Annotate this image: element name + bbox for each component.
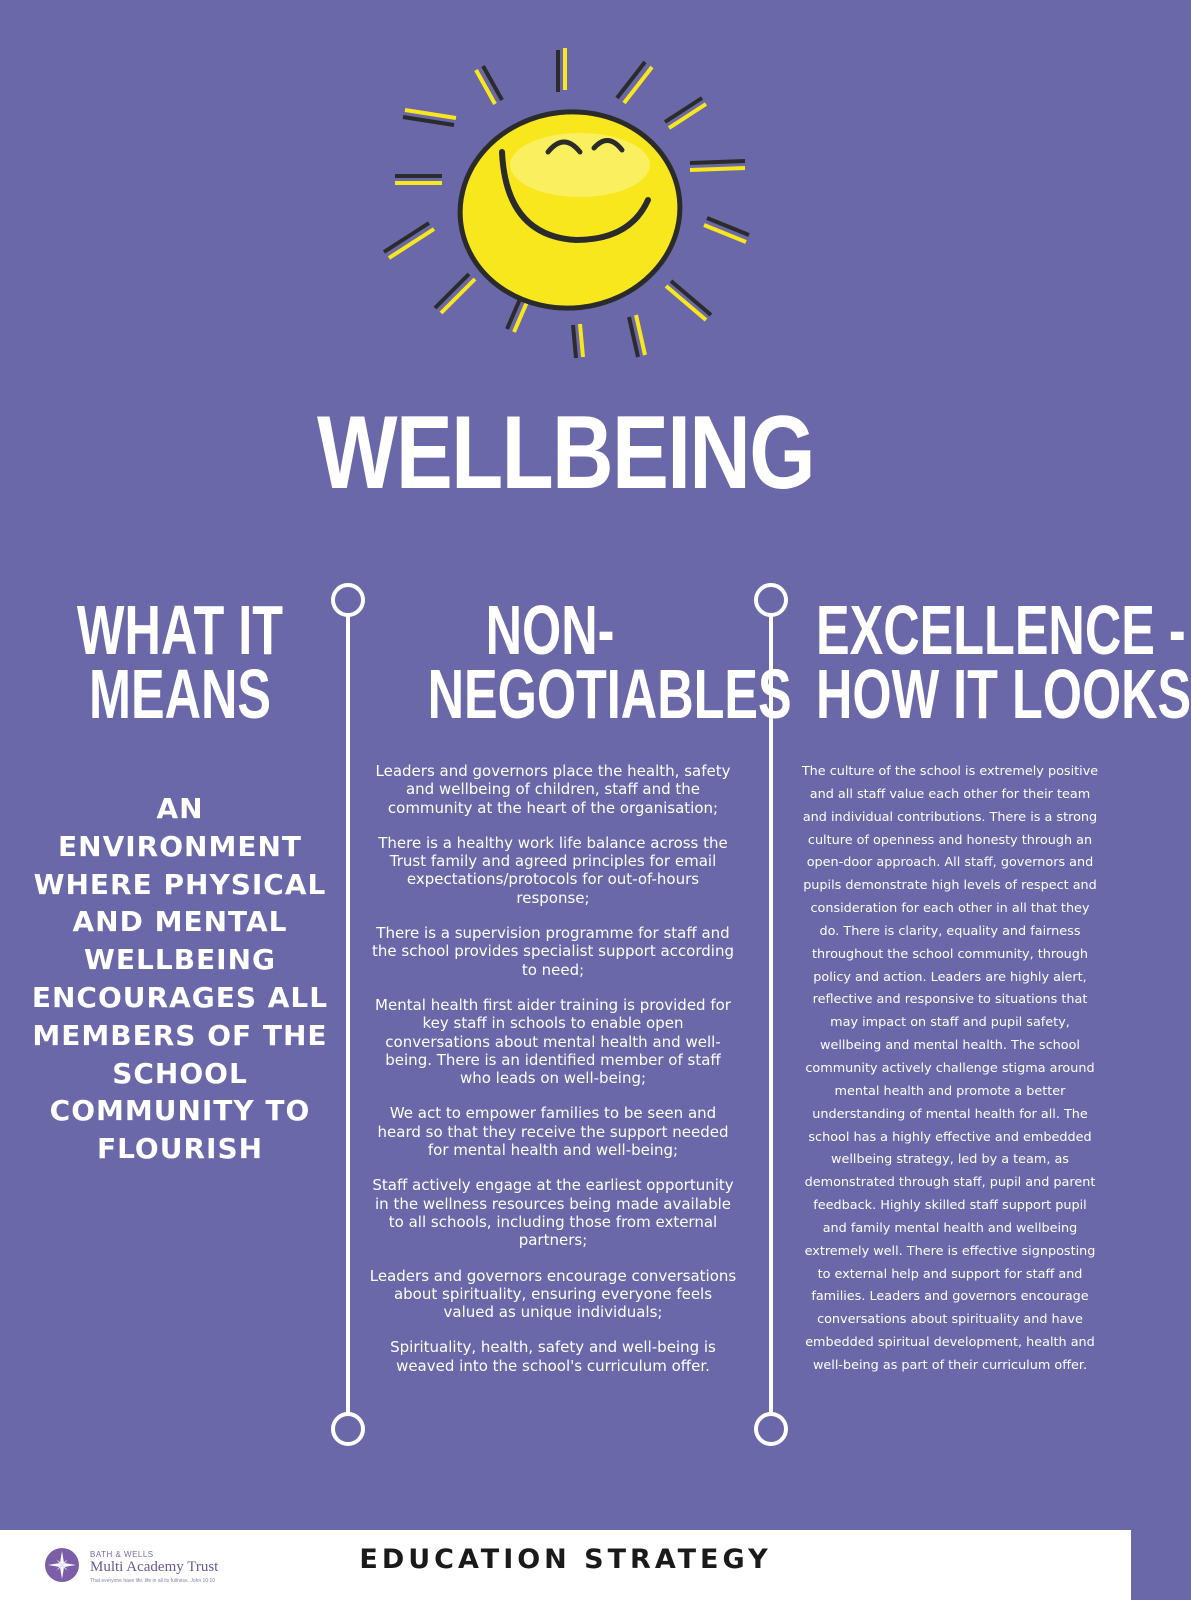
non-negotiables-heading [427, 591, 792, 733]
heading-line: MEANS [88, 655, 272, 733]
what-it-means-heading [72, 591, 288, 733]
heading-line: NON- [485, 591, 615, 669]
list-item: Mental health first aider training is provided for key staff in schools to enable open conversations about mental health and well-being. There is an identified member of staff who leads on well-being; [375, 995, 731, 1088]
list-item: Leaders and governors encourage conversations about spirituality, ensuring everyone feels valued as unique individuals; [369, 1266, 737, 1322]
smiling-sun-icon [380, 40, 760, 370]
excellence-heading [816, 591, 1191, 733]
list-item: Spirituality, health, safety and well-being is weaved into the school's curriculum offer. [390, 1338, 716, 1375]
logo-tagline: That everyone have life, life in all its fullness. John 10:10 [90, 1578, 216, 1584]
logo-small-text: BATH & WELLS [90, 1550, 154, 1559]
heading-line: HOW IT LOOKS [816, 655, 1191, 733]
excellence-text: The culture of the school is extremely positive and all staff value each other for their team and individual contributions. There is a strong culture of openness and honesty through an open-door approach. All staff, governors and pupils demonstrate high levels of respect and consideration for each other in all that they do. There is clarity, equality and fairness throughout the school community, through policy and action. Leaders are highly alert, reflective and responsive to situations that may impact on staff and pupil safety, wellbeing and mental health. The school community actively challenge stigma around mental health and promote a better understanding of mental health for all. The school has a highly effective and embedded wellbeing strategy, led by a team, as demonstrated through staff, pupil and parent feedback. Highly skilled staff support pupil and family mental health and wellbeing extremely well. There is effective signposting to external help and support for staff and families. Leaders and governors encourage conversations about spirituality and have embedded spiritual development, health and well-being as part of their curriculum offer. [801, 764, 1099, 1373]
footer-bar [0, 1530, 1131, 1600]
page-title: WELLBEING [317, 395, 814, 511]
list-item: Staff actively engage at the earliest opportunity in the wellness resources being made available to all schools, including those from external partners; [372, 1176, 734, 1250]
non-negotiables-list [368, 762, 738, 1392]
column-divider [328, 582, 368, 1462]
heading-line: WHAT IT [76, 591, 284, 669]
heading-line: EXCELLENCE - [816, 591, 1186, 669]
logo-name: Multi Academy Trust [90, 1559, 219, 1575]
footer-title: EDUCATION STRATEGY [359, 1544, 772, 1575]
list-item: There is a healthy work life balance across the Trust family and agreed principles for email expectations/protocols for out-of-hours response; [378, 833, 728, 907]
heading-line: NEGOTIABLES [427, 655, 792, 733]
column-divider [751, 582, 791, 1462]
what-it-means-text: AN ENVIRONMENT WHERE PHYSICAL AND MENTAL WELLBEING ENCOURAGES ALL MEMBERS OF THE SCHOOL COMMUNITY TO FLOURISH [31, 792, 329, 1166]
list-item: There is a supervision programme for staff and the school provides specialist support according to need; [372, 924, 734, 979]
list-item: Leaders and governors place the health, safety and wellbeing of children, staff and the community at the heart of the organisation; [375, 762, 731, 817]
list-item: We act to empower families to be seen and heard so that they receive the support needed for mental health and well-being; [377, 1104, 729, 1160]
